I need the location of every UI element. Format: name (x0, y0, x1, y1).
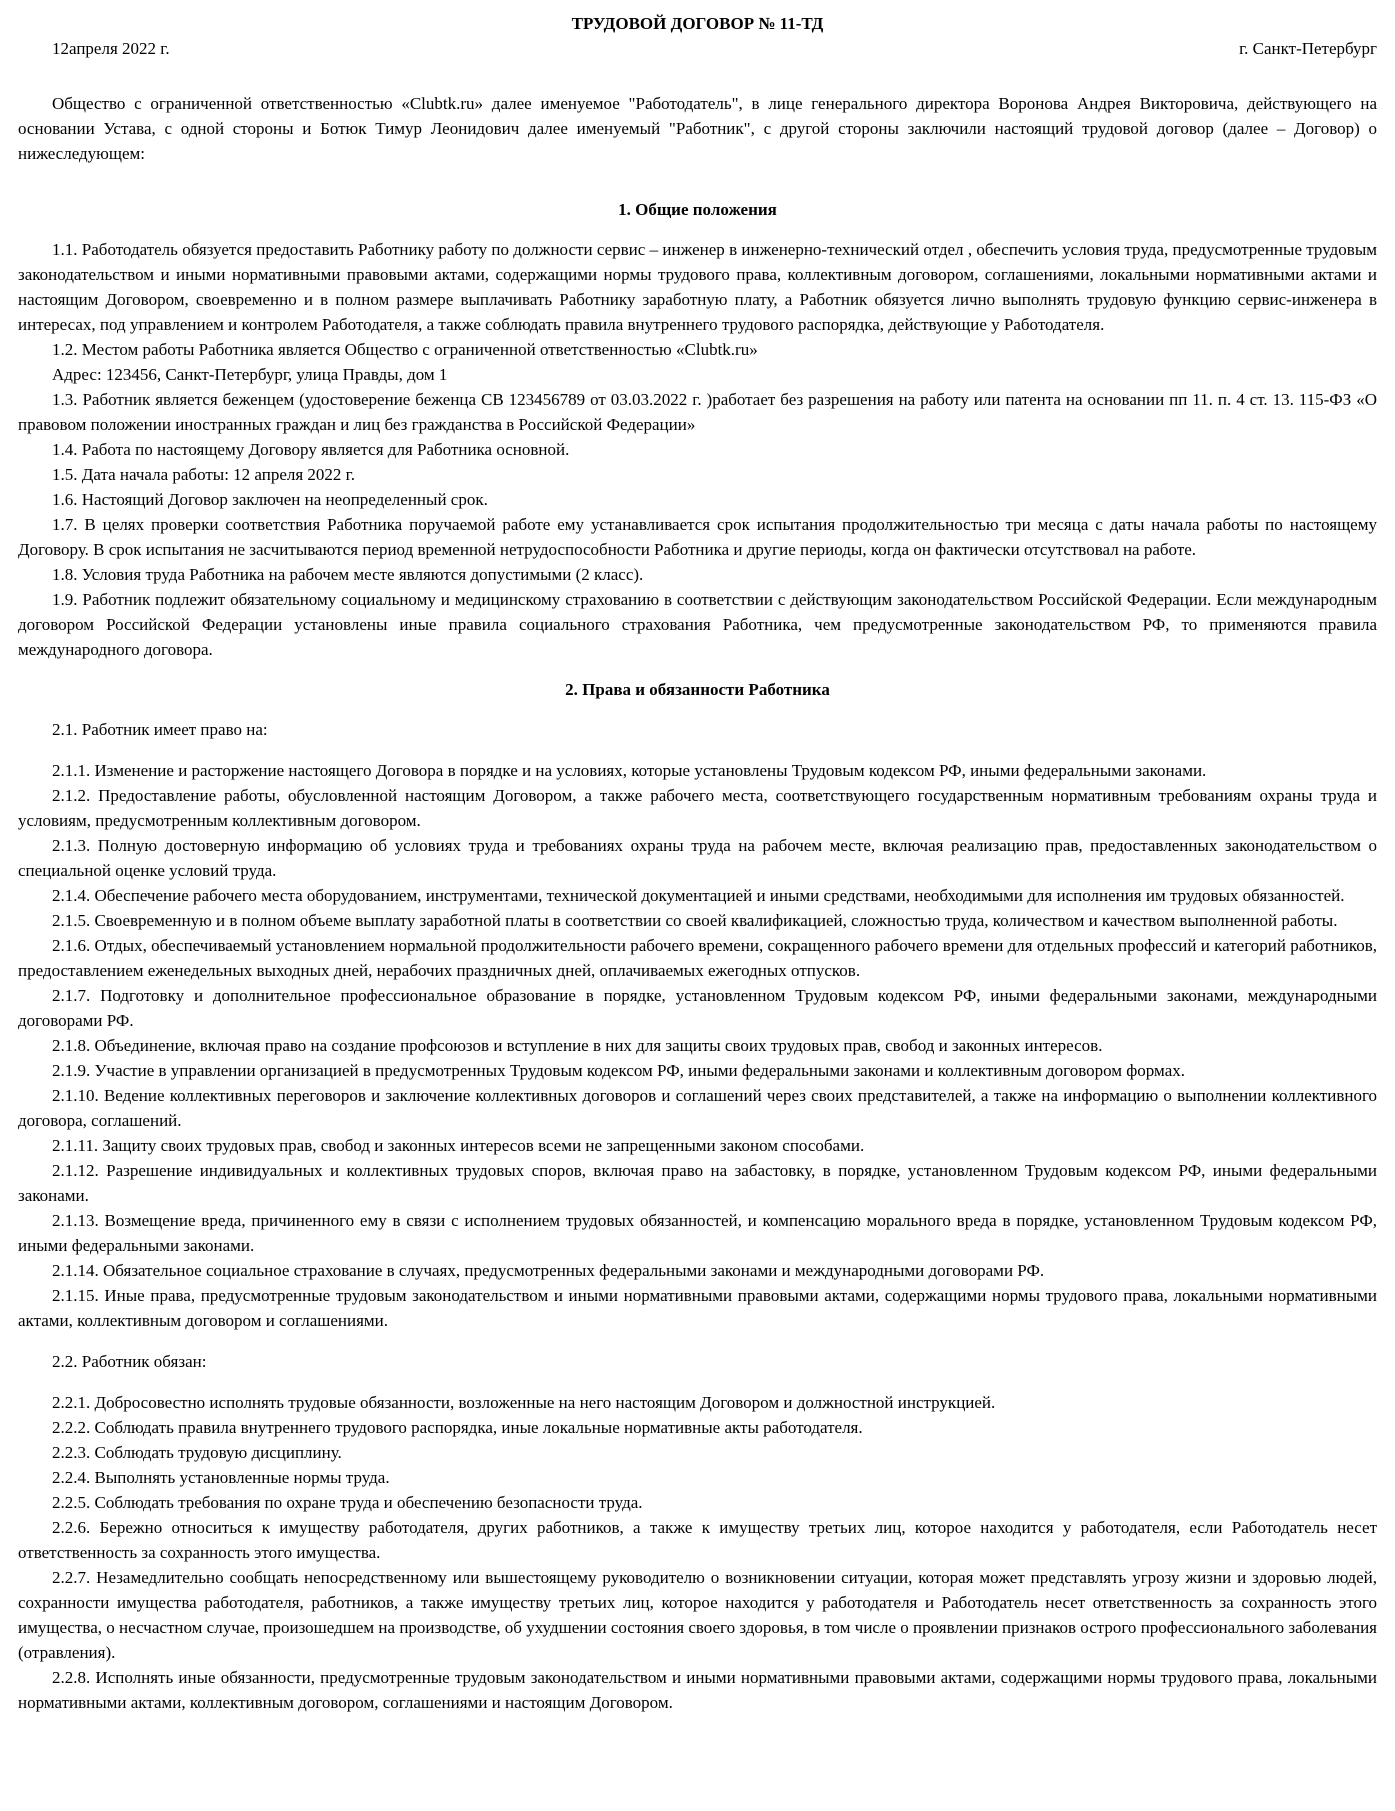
paragraph: 2.2.6. Бережно относиться к имуществу работодателя, других работников, а также к имуществу третьих лиц, которое находится у работодателя, если Работодатель несет ответственность за сохранность этого имущества. (18, 1518, 1377, 1562)
paragraph: 2.2.4. Выполнять установленные нормы труда. (52, 1468, 390, 1487)
paragraph: Адрес: 123456, Санкт-Петербург, улица Правды, дом 1 (52, 365, 448, 384)
paragraph: 2.1.9. Участие в управлении организацией в предусмотренных Трудовым кодексом РФ, иными федеральными законами и коллективным договором формах. (52, 1061, 1185, 1080)
paragraph: 2.1.7. Подготовку и дополнительное профессиональное образование в порядке, установленном Трудовым кодексом РФ, иными федеральными законами, международными договорами РФ. (18, 986, 1377, 1030)
paragraph: 1.8. Условия труда Работника на рабочем месте являются допустимыми (2 класс). (52, 565, 644, 584)
paragraph: 1.2. Местом работы Работника является Общество с ограниченной ответственностью «Clubtk.ru» (52, 340, 758, 359)
vertical-spacer (18, 742, 1377, 758)
paragraph: 2.2.3. Соблюдать трудовую дисциплину. (52, 1443, 342, 1462)
vertical-spacer (18, 166, 1377, 182)
paragraph: 2.1.1. Изменение и расторжение настоящего Договора в порядке и на условиях, которые установлены Трудовым кодексом РФ, иными федеральными законами. (52, 761, 1207, 780)
paragraph: Общество с ограниченной ответственностью «Clubtk.ru» далее именуемое "Работодатель", в лице генерального директора Воронова Андрея Викторовича, действующего на основании Устава, с одной стороны и Ботюк Тимур Леонидович далее именуемый "Работник", с другой стороны заключили настоящий трудовой договор (далее – Договор) о нижеследующем: (18, 94, 1377, 163)
section-heading: 2. Права и обязанности Работника (565, 680, 830, 699)
paragraph: 2.2.8. Исполнять иные обязанности, предусмотренные трудовым законодательством и иными нормативными правовыми актами, содержащими нормы трудового права, локальными нормативными актами, коллективным договором, соглашениями и настоящим Договором. (18, 1668, 1377, 1712)
paragraph: 1.7. В целях проверки соответствия Работника поручаемой работе ему устанавливается срок испытания продолжительностью три месяца с даты начала работы по настоящему Договору. В срок испытания не засчитываются период временной нетрудоспособности Работника и другие периоды, когда он фактически отсутствовал на работе. (18, 515, 1377, 559)
paragraph: 2.1.13. Возмещение вреда, причиненного ему в связи с исполнением трудовых обязанностей, и компенсацию морального вреда в порядке, установленном Трудовым кодексом РФ, иными федеральными законами. (18, 1211, 1377, 1255)
paragraph: 2.1.2. Предоставление работы, обусловленной настоящим Договором, а также рабочего места, соответствующего государственным нормативным требованиям охраны труда и условиям, предусмотренным коллективным договором. (18, 786, 1377, 830)
paragraph: 2.1.4. Обеспечение рабочего места оборудованием, инструментами, технической документацией и иными средствами, необходимыми для исполнения им трудовых обязанностей. (52, 886, 1345, 905)
paragraph: 2.2.7. Незамедлительно сообщать непосредственному или вышестоящему руководителю о возникновении ситуации, которая может представлять угрозу жизни и здоровью людей, сохранности имущества работодателя, работников, а также имуществу третьих лиц, которое находится у работодателя и Работодатель несет ответственность за сохранность этого имущества, о несчастном случае, произошедшем на производстве, об ухудшении состояния своего здоровья, в том числе о проявлении признаков острого профессионального заболевания (отравления). (18, 1568, 1377, 1662)
paragraph: 2.1.3. Полную достоверную информацию об условиях труда и требованиях охраны труда на рабочем месте, включая реализацию прав, предоставленных законодательством о специальной оценке условий труда. (18, 836, 1377, 880)
paragraph: 2.2.2. Соблюдать правила внутреннего трудового распорядка, иные локальные нормативные акты работодателя. (52, 1418, 863, 1437)
paragraph: 2.1.12. Разрешение индивидуальных и коллективных трудовых споров, включая право на забастовку, в порядке, установленном Трудовым кодексом РФ, иными федеральными законами. (18, 1161, 1377, 1205)
paragraph: 1.9. Работник подлежит обязательному социальному и медицинскому страхованию в соответствии с действующим законодательством Российской Федерации. Если международным договором Российской Федерации установлены иные правила социального страхования Работника, чем предусмотренные законодательством РФ, то применяются правила международного договора. (18, 590, 1377, 659)
paragraph: 1.5. Дата начала работы: 12 апреля 2022 г. (52, 465, 355, 484)
paragraph: 2.1.6. Отдых, обеспечиваемый установлением нормальной продолжительности рабочего времени, сокращенного рабочего времени для отдельных профессий и категорий работников, предоставлением еженедельных выходных дней, нерабочих праздничных дней, оплачиваемых ежегодных отпусков. (18, 936, 1377, 980)
paragraph: 2.2.5. Соблюдать требования по охране труда и обеспечению безопасности труда. (52, 1493, 643, 1512)
vertical-spacer (18, 61, 1377, 91)
paragraph: 1.6. Настоящий Договор заключен на неопределенный срок. (52, 490, 488, 509)
dateline (18, 36, 1377, 61)
paragraph: 2.1.11. Защиту своих трудовых прав, свобод и законных интересов всеми не запрещенными законом способами. (52, 1136, 865, 1155)
document-date: 12апреля 2022 г. (52, 39, 170, 58)
vertical-spacer (18, 1333, 1377, 1349)
paragraph: 2.2.1. Добросовестно исполнять трудовые обязанности, возложенные на него настоящим Договором и должностной инструкцией. (52, 1393, 996, 1412)
vertical-spacer (18, 1374, 1377, 1390)
paragraph: 2.1.15. Иные права, предусмотренные трудовым законодательством и иными нормативными правовыми актами, содержащими нормы трудового права, локальными нормативными актами, коллективным договором и соглашениями. (18, 1286, 1377, 1330)
paragraph: 2.1.5. Своевременную и в полном объеме выплату заработной платы в соответствии со своей квалификацией, сложностью труда, количеством и качеством выполненной работы. (52, 911, 1338, 930)
paragraph: 2.1. Работник имеет право на: (52, 720, 268, 739)
paragraph: 2.1.14. Обязательное социальное страхование в случаях, предусмотренных федеральными законами и международными договорами РФ. (52, 1261, 1045, 1280)
paragraph: 1.1. Работодатель обязуется предоставить Работнику работу по должности сервис – инженер в инженерно-технический отдел , обеспечить условия труда, предусмотренные трудовым законодательством и иными нормативными правовыми актами, содержащими нормы трудового права, коллективным договором, соглашениями, локальными нормативными актами и настоящим Договором, своевременно и в полном размере выплачивать Работнику заработную плату, а Работник обязуется лично выполнять трудовую функцию сервис-инженера в интересах, под управлением и контролем Работодателя, а также соблюдать правила внутреннего трудового распорядка, действующие у Работодателя. (18, 240, 1377, 334)
paragraph: 2.1.8. Объединение, включая право на создание профсоюзов и вступление в них для защиты своих трудовых прав, свобод и законных интересов. (52, 1036, 1103, 1055)
document-title: ТРУДОВОЙ ДОГОВОР № 11-ТД (571, 14, 824, 33)
document-city: г. Санкт-Петербург (1239, 39, 1377, 58)
paragraph: 2.1.10. Ведение коллективных переговоров и заключение коллективных договоров и соглашений через своих представителей, а также на информацию о выполнении коллективного договора, соглашений. (18, 1086, 1377, 1130)
paragraph: 1.4. Работа по настоящему Договору является для Работника основной. (52, 440, 570, 459)
document-body (18, 61, 1377, 1715)
paragraph: 1.3. Работник является беженцем (удостоверение беженца СВ 123456789 от 03.03.2022 г. )работает без разрешения на работу или патента на основании пп 11. п. 4 ст. 13. 115-ФЗ «О правовом положении иностранных граждан и лиц без гражданства в Российской Федерации» (18, 390, 1377, 434)
section-heading: 1. Общие положения (618, 200, 777, 219)
paragraph: 2.2. Работник обязан: (52, 1352, 207, 1371)
